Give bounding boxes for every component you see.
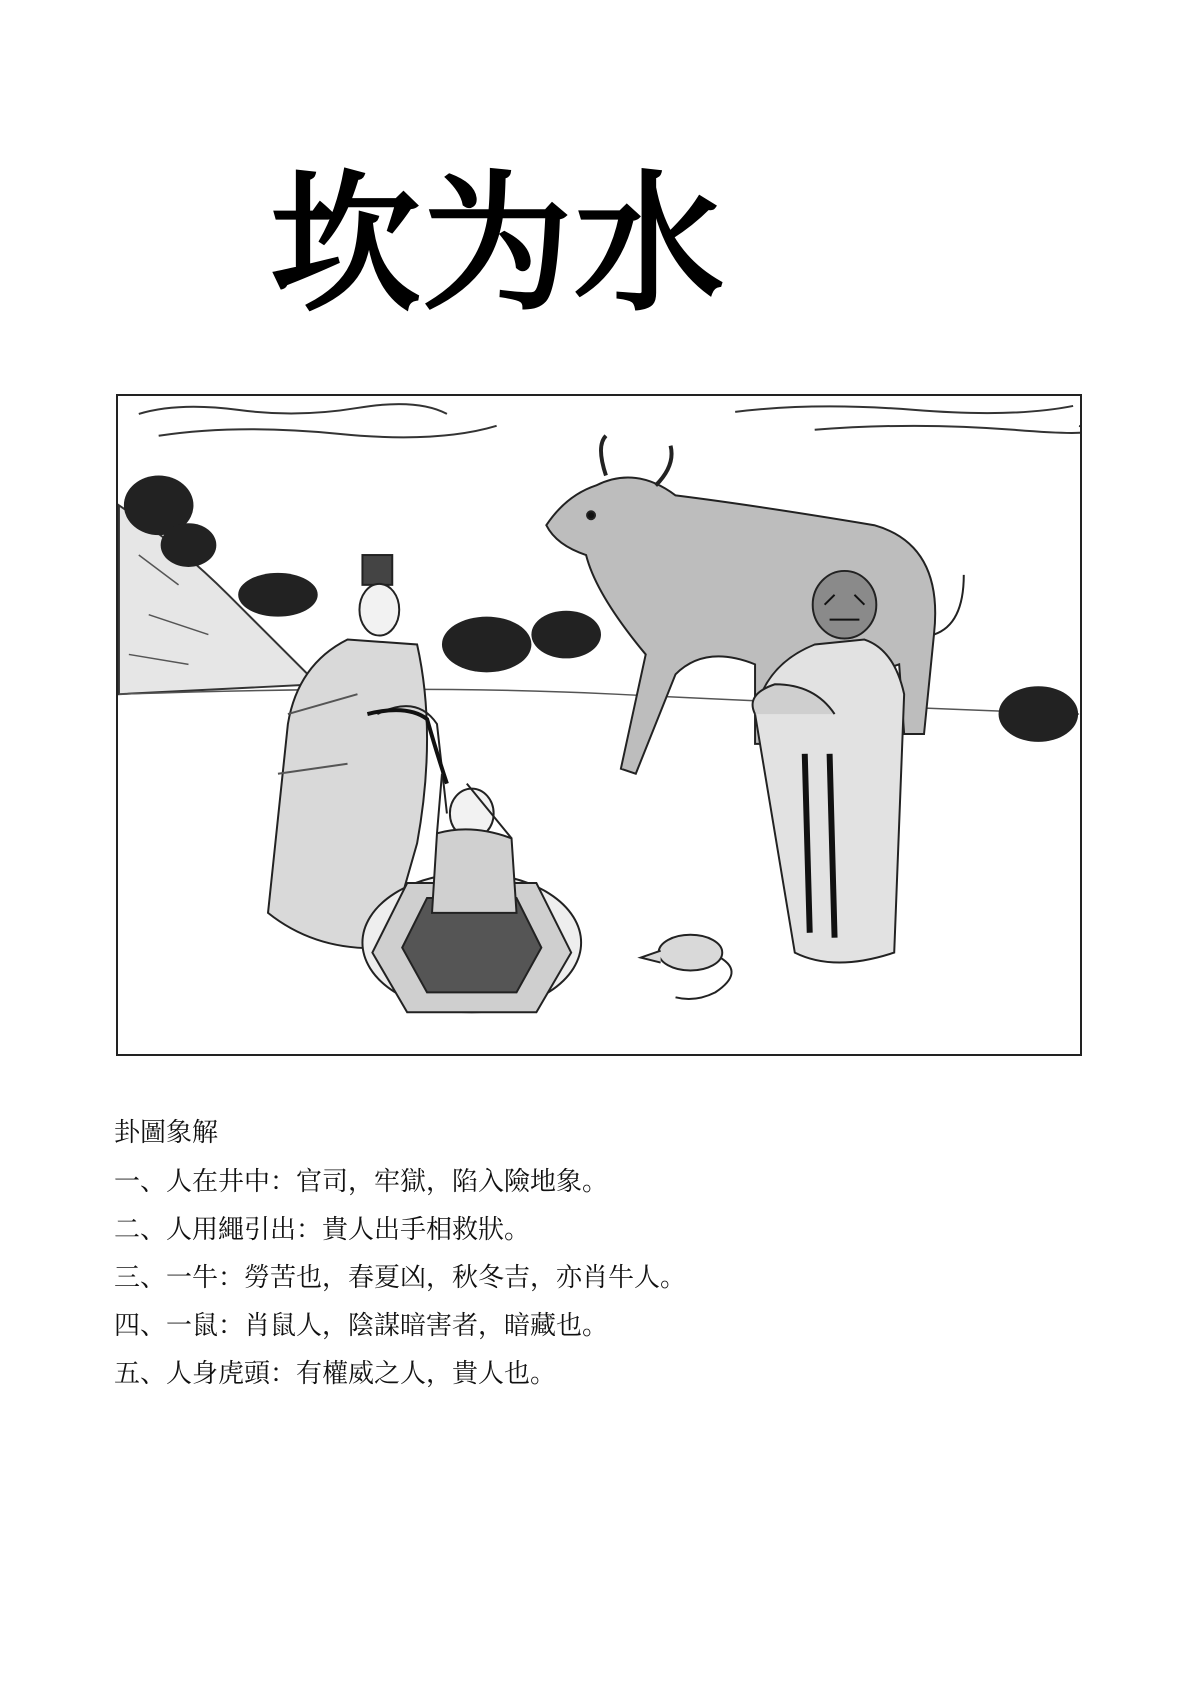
clouds: [139, 404, 1080, 437]
hexagram-explanation: [114, 1108, 1114, 1398]
explanation-line: 三、一牛：勞苦也，春夏凶，秋冬吉，亦肖牛人。: [114, 1263, 687, 1293]
page-title: 坎为水: [270, 158, 727, 332]
explanation-line: 四、一鼠：肖鼠人，陰謀暗害者，暗藏也。: [114, 1311, 609, 1341]
explanation-line: 五、人身虎頭：有權威之人，貴人也。: [114, 1359, 557, 1389]
explanation-line: 二、人用繩引出：貴人出手相救狀。: [114, 1215, 531, 1245]
explanation-heading: 卦圖象解: [114, 1118, 219, 1148]
hexagram-illustration: [116, 394, 1082, 1056]
explanation-line: 一、人在井中：官司，牢獄，陷入險地象。: [114, 1167, 609, 1197]
ground: [119, 689, 1079, 714]
rat: [641, 935, 732, 999]
